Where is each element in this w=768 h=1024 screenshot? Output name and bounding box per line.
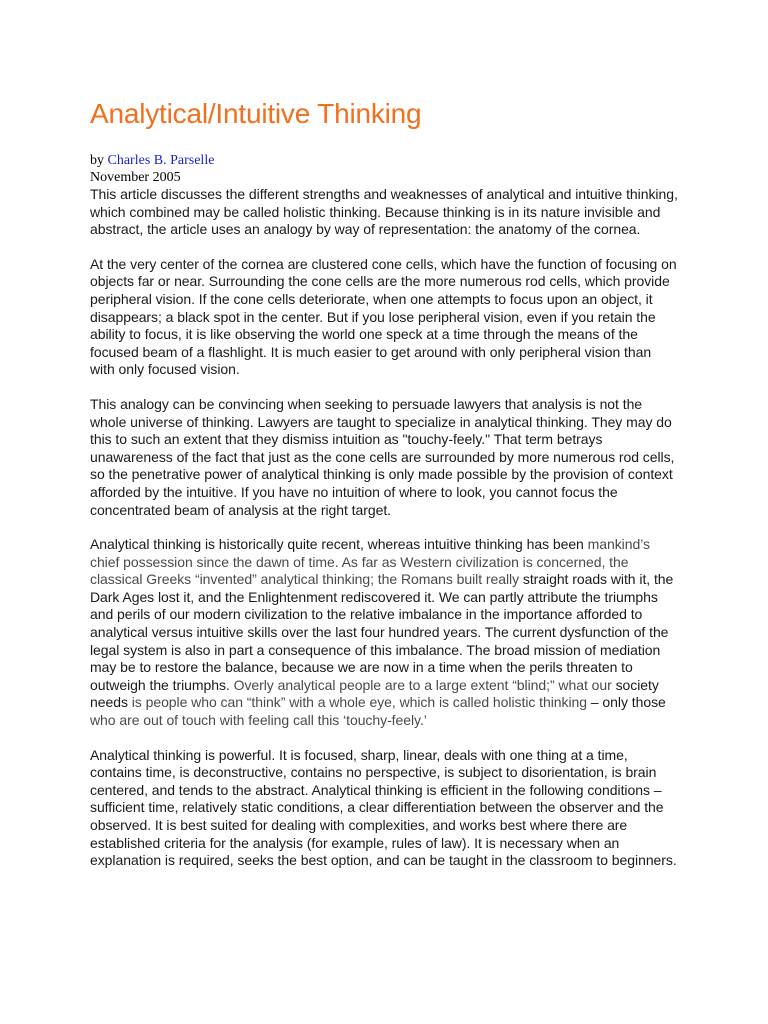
publication-date: November 2005 [90,170,181,185]
article-title: Analytical/Intuitive Thinking [90,98,422,129]
paragraph-1: This article discusses the different strengths and weaknesses of analytical and intuitive thinking, which combined may be called holistic thinking. Because thinking is in its nature invisible and abstract, the article uses an analogy by way of representation: the anatomy of the cornea. [90,186,678,238]
author-link[interactable]: Charles B. Parselle [107,153,215,168]
paragraph-4-part-4: Overly analytical people are to a large extent “blind;” what our [233,676,616,693]
paragraph-4-part-3: straight roads with it, the Dark Ages lost it, and the Enlightenment rediscovered it. We can partly attribute the triumphs and perils of our modern civilization to the relative imbalance in the importance afforded to analytical versus intuitive skills over the last four hundred years. The current dysfunction of the legal system is also in part a consequence of this imbalance. The broad mission of mediation may be to restore the balance, because we are now in a time when the perils threaten to outweigh the triumphs. [90,571,674,693]
paragraph-4-part-6: is people who can “think” with a whole eye, which is called holistic thinking [127,694,591,711]
paragraph-3: This analogy can be convincing when seeking to persuade lawyers that analysis is not the whole universe of thinking. Lawyers are taught to specialize in analytical thinking. They may do this to such an extent that they dismiss intuition as "touchy-feely." That term betrays unawareness of the fact that just as the cone cells are surrounded by more numerous rod cells, so the penetrative power of analytical thinking is only made possible by the provision of context afforded by the intuitive. If you have no intuition of where to look, you cannot focus the concentrated beam of analysis at the right target. [90,395,675,518]
paragraph-5: Analytical thinking is powerful. It is focused, sharp, linear, deals with one thing at a time, contains time, is deconstructive, contains no perspective, is subject to disorientation, is brain centered, and tends to the abstract. Analytical thinking is efficient in the following conditions – sufficient time, relatively static conditions, a clear differentiation between the observer and the observed. It is best suited for dealing with complexities, and works best where there are established criteria for the analysis (for example, rules of law). It is necessary when an explanation is required, seeks the best option, and can be taught in the classroom to beginners. [90,746,677,869]
paragraph-4-part-2: mankind’s chief possession since the dawn of time. As far as Western civilization is concerned, the classical Greeks “invented” analytical thinking; the Romans built really [90,536,650,588]
paragraph-4-part-5: society needs [90,676,659,711]
paragraph-4-part-7: – only those [590,694,666,711]
paragraph-4 [90,536,678,730]
article-body [90,96,678,887]
paragraph-4-part-8: who are out of touch with feeling call this ‘touchy-feely.’ [90,712,427,729]
paragraph-2: At the very center of the cornea are clustered cone cells, which have the function of focusing on objects far or near. Surrounding the cone cells are the more numerous rod cells, which provide peripheral vision. If the cone cells deteriorate, when one attempts to focus upon an object, it disappears; a black spot in the center. But if you lose peripheral vision, even if you retain the ability to focus, it is like observing the world one speck at a time through the means of the focused beam of a flashlight. It is much easier to get around with only peripheral vision than with only focused vision. [90,255,677,378]
byline-prefix: by [90,153,108,168]
byline [90,152,678,169]
paragraph-4-part-1: Analytical thinking is historically quite recent, whereas intuitive thinking has been [90,536,588,553]
